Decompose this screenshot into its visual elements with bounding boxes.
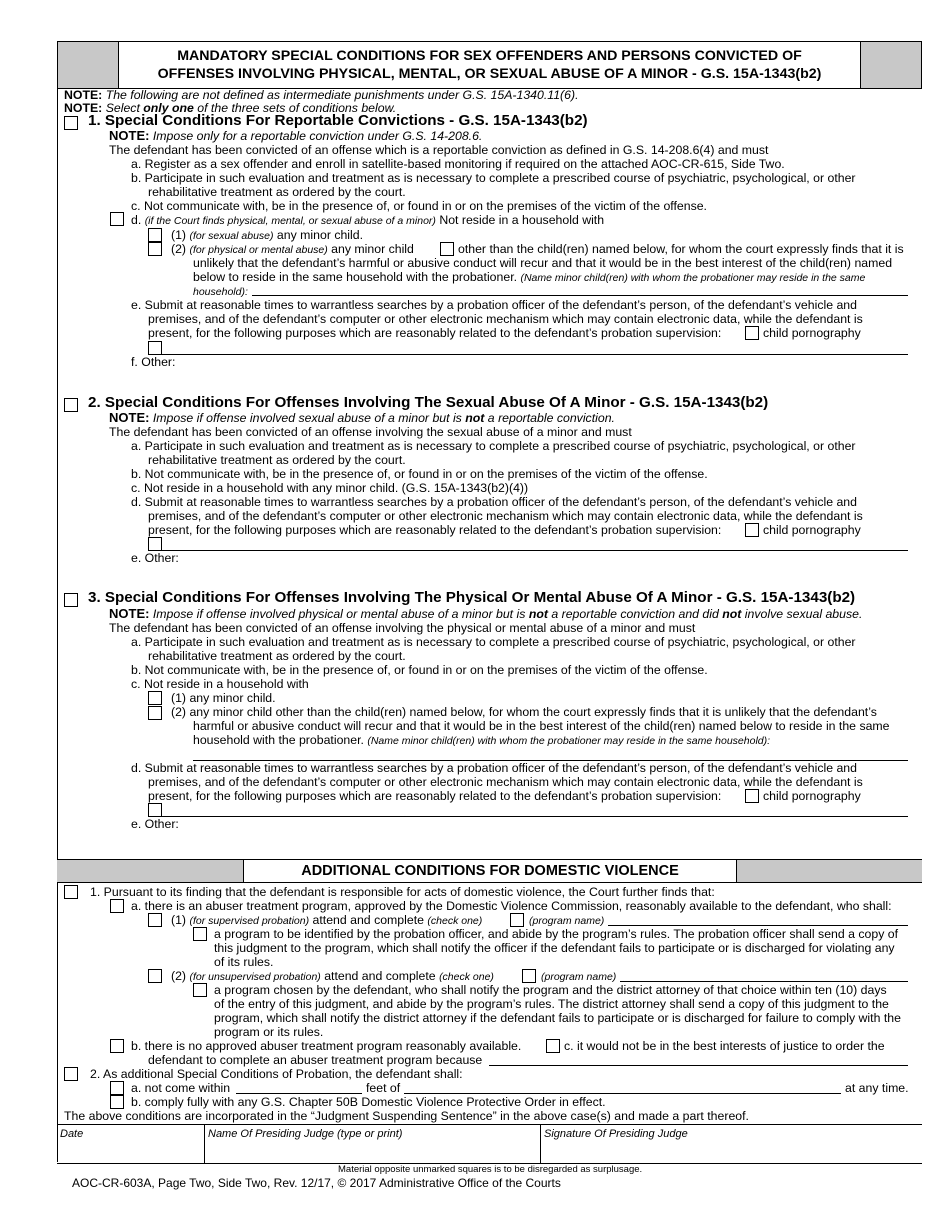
header-banner (57, 41, 922, 89)
s1-d2-line3: below to reside in the same household with the probationer. (Name minor child(ren) with whom the probationer may reside in the same (193, 270, 866, 284)
dv-2b-checkbox[interactable] (110, 1095, 124, 1109)
s3-c1-checkbox[interactable] (148, 691, 162, 705)
dv-2a-end: at any time. (845, 1081, 909, 1095)
s3-cp-checkbox[interactable] (745, 789, 759, 803)
s3-note: NOTE: Impose if offense involved physical or mental abuse of a minor but is not a reportable conviction and did not involve sexual abuse. (109, 606, 863, 621)
dv-a2-option-line1: a program chosen by the defendant, who shall notify the program and the district attorney of that choice within ten (10) days (214, 983, 887, 997)
dv-item-2: 2. As additional Special Conditions of Probation, the defendant shall: (90, 1067, 463, 1081)
page-title (118, 42, 861, 88)
dv-a2-checkbox[interactable] (148, 969, 162, 983)
dv-a1-option-line2: this judgment to the program, which shall notify the officer if the defendant fails to participate or is discharged for violating any (214, 941, 895, 955)
left-border (57, 87, 58, 1162)
dv-item-a: a. there is an abuser treatment program, approved by the Domestic Violence Commission, reasonably available to the defendant, who shall: (131, 899, 892, 913)
section-2-checkbox[interactable] (64, 398, 78, 412)
section-1-checkbox[interactable] (64, 116, 78, 130)
dv-2a-distance-field[interactable] (236, 1093, 362, 1094)
s3-item-d: d. Submit at reasonable times to warrantless searches by a probation officer of the defendant’s person, of the defendant’s vehicle and (131, 761, 857, 775)
dv-a2-program-checkbox[interactable] (522, 969, 536, 983)
s1-item-c: c. Not communicate with, be in the presence of, or found in or on the premises of the victim of the offense. (131, 199, 707, 213)
s1-item-e: e. Submit at reasonable times to warrantless searches by a probation officer of the defendant’s person, of the defendant’s vehicle and (131, 298, 857, 312)
s1-item-d2: (2) (for physical or mental abuse) any minor child (171, 242, 414, 256)
s1-cp-checkbox[interactable] (745, 326, 759, 340)
section-3-heading: 3. Special Conditions For Offenses Involving The Physical Or Mental Abuse Of A Minor - G.S. 15A-1343(b2) (88, 589, 856, 606)
s1-item-d1: (1) (for sexual abuse) any minor child. (171, 228, 364, 242)
dv-a2-chosen-checkbox[interactable] (193, 983, 207, 997)
s3-item-c: c. Not reside in a household with (131, 677, 309, 691)
date-field[interactable] (57, 1125, 205, 1163)
dv-item-a1: (1) (for supervised probation) attend and complete (check one) (171, 913, 483, 927)
s3-item-a: a. Participate in such evaluation and treatment as is necessary to complete a prescribed course of psychiatric, psychological, or other (131, 635, 856, 649)
s3-item-d-cont: premises, and of the defendant’s computer or other electronic mechanism which may contain electronic data, while the defendant is (148, 775, 863, 789)
note-1: NOTE: The following are not defined as intermediate punishments under G.S. 15A-1340.11(6). (64, 88, 579, 102)
dv-title: ADDITIONAL CONDITIONS FOR DOMESTIC VIOLENCE (243, 860, 737, 882)
s2-item-a: a. Participate in such evaluation and treatment as is necessary to complete a prescribed course of psychiatric, psychological, or other (131, 439, 856, 453)
s2-item-d-cont2: present, for the following purposes which are reasonably related to the defendant’s probation supervision: (148, 523, 722, 537)
s1-d2-line2: unlikely that the defendant’s harmful or abusive conduct will recur and that it would be in the best interest of the child(ren) named (193, 256, 893, 270)
form-header (57, 41, 922, 89)
dv-c-checkbox[interactable] (546, 1039, 560, 1053)
s1-item-other: f. Other: (131, 355, 176, 369)
dv-item-c-cont: defendant to complete an abuser treatment program because (148, 1053, 483, 1067)
s2-cp-label: child pornography (763, 523, 861, 537)
s1-purpose-field[interactable] (162, 354, 908, 355)
dv-b-checkbox[interactable] (110, 1039, 124, 1053)
s2-item-b: b. Not communicate with, be in the presence of, or found in or on the premises of the victim of the offense. (131, 467, 708, 481)
s1-d2-other-checkbox[interactable] (440, 242, 454, 256)
s3-purpose-field[interactable] (162, 816, 908, 817)
s3-item-c2: (2) any minor child other than the child(ren) named below, for whom the court expressly finds that it is unlikely that the defendant’s (171, 705, 877, 719)
s1-item-b: b. Participate in such evaluation and treatment as is necessary to complete a prescribed course of psychiatric, psychological, or other (131, 171, 856, 185)
signature-row (57, 1124, 922, 1164)
judge-signature-label: Signature Of Presiding Judge (544, 1128, 688, 1140)
dv-a1-checkbox[interactable] (148, 913, 162, 927)
dv-a-checkbox[interactable] (110, 899, 124, 913)
section-3-checkbox[interactable] (64, 593, 78, 607)
incorporation-statement: The above conditions are incorporated in the “Judgment Suspending Sentence” in the above case(s) and made a part thereof. (64, 1109, 749, 1123)
surplusage-note: Material opposite unmarked squares is to be disregarded as surplusage. (338, 1164, 643, 1175)
s2-purpose-field[interactable] (162, 550, 908, 551)
s3-item-d-cont2: present, for the following purposes which are reasonably related to the defendant’s probation supervision: (148, 789, 722, 803)
dv-item-2b: b. comply fully with any G.S. Chapter 50B Domestic Violence Protective Order in effect. (131, 1095, 606, 1109)
date-label: Date (60, 1128, 84, 1140)
dv-a2-option-line2: of the entry of this judgment, and abide by the program’s rules. The district attorney shall send a copy of this judgment to the (214, 997, 889, 1011)
s2-cp-checkbox[interactable] (745, 523, 759, 537)
dv-item-1: 1. Pursuant to its finding that the defendant is responsible for acts of domestic violence, the Court further finds that: (90, 885, 715, 899)
judge-name-field[interactable] (205, 1125, 541, 1163)
s1-item-e-cont2: present, for the following purposes which are reasonably related to the defendant’s probation supervision: (148, 326, 722, 340)
s1-note: NOTE: Impose only for a reportable conviction under G.S. 14-208.6. (109, 128, 483, 143)
s1-d2-rest: other than the child(ren) named below, for whom the court expressly finds that it is (458, 242, 904, 256)
s1-d2-line4: household): (193, 286, 248, 298)
s1-intro: The defendant has been convicted of an offense which is a reportable conviction as defined in G.S. 14-208.6(4) and must (109, 143, 769, 157)
title-line-1: MANDATORY SPECIAL CONDITIONS FOR SEX OFFENDERS AND PERSONS CONVICTED OF (177, 48, 802, 64)
dv-a1-officer-checkbox[interactable] (193, 927, 207, 941)
s3-cp-label: child pornography (763, 789, 861, 803)
dv-a1-program-field[interactable] (608, 925, 908, 926)
s1-child-names-field[interactable] (252, 295, 908, 296)
dv-a1-option-line1: a program to be identified by the probation officer, and abide by the program’s rules. The probation officer shall send a copy of (214, 927, 899, 941)
dv-a1-program-label: (program name) (529, 915, 605, 927)
dv-2-checkbox[interactable] (64, 1067, 78, 1081)
dv-a2-option-line4: program or its rules. (214, 1025, 324, 1039)
s2-item-c: c. Not reside in a household with any minor child. (G.S. 15A-1343(b2)(4)) (131, 481, 529, 495)
title-line-2: OFFENSES INVOLVING PHYSICAL, MENTAL, OR SEXUAL ABUSE OF A MINOR - G.S. 15A-1343(b2) (157, 66, 822, 82)
dv-banner (57, 859, 922, 883)
s1-d2-checkbox[interactable] (148, 242, 162, 256)
judge-signature-field[interactable] (541, 1125, 922, 1163)
s1-item-e-cont: premises, and of the defendant’s computer or other electronic mechanism which may contain electronic data, while the defendant is (148, 312, 863, 326)
s3-c2-checkbox[interactable] (148, 706, 162, 720)
s3-c2-line3: household with the probationer. (Name minor child(ren) with whom the probationer may reside in the same household): (193, 733, 771, 747)
s1-item-b-cont: rehabilitative treatment as ordered by the court. (148, 185, 406, 199)
judge-name-label: Name Of Presiding Judge (type or print) (208, 1128, 403, 1140)
dv-item-c: c. it would not be in the best interests of justice to order the (564, 1039, 885, 1053)
dv-item-2a: a. not come within (131, 1081, 231, 1095)
s2-item-d: d. Submit at reasonable times to warrantless searches by a probation officer of the defendant’s person, of the defendant’s vehicle and (131, 495, 857, 509)
dv-2a-feet-label: feet of (366, 1081, 401, 1095)
dv-2a-person-field[interactable] (404, 1093, 841, 1094)
s3-item-b: b. Not communicate with, be in the presence of, or found in or on the premises of the victim of the offense. (131, 663, 708, 677)
s1-purpose-checkbox[interactable] (148, 341, 162, 355)
s1-d-checkbox[interactable] (110, 212, 124, 226)
dv-item-a2: (2) (for unsupervised probation) attend and complete (check one) (171, 969, 494, 983)
s2-note: NOTE: Impose if offense involved sexual abuse of a minor but is not a reportable conviction. (109, 410, 615, 425)
dv-item-b: b. there is no approved abuser treatment program reasonably available. (131, 1039, 522, 1053)
dv-a2-program-field[interactable] (620, 981, 908, 982)
dv-a1-program-checkbox[interactable] (510, 913, 524, 927)
s2-item-d-cont: premises, and of the defendant’s computer or other electronic mechanism which may contain electronic data, while the defendant is (148, 509, 863, 523)
s3-item-other: e. Other: (131, 817, 179, 831)
s2-purpose-checkbox[interactable] (148, 537, 162, 551)
section-1-heading: 1. Special Conditions For Reportable Convictions - G.S. 15A-1343(b2) (88, 112, 588, 129)
s2-item-a-cont: rehabilitative treatment as ordered by the court. (148, 453, 406, 467)
s3-c2-line2: harmful or abusive conduct will recur and that it would be in the best interest of the child(ren) named below to reside in the same (193, 719, 890, 733)
dv-a2-option-line3: program, which shall notify the district attorney if the defendant fails to participate or is discharged for failure to comply with the (214, 1011, 901, 1025)
s1-cp-label: child pornography (763, 326, 861, 340)
s3-item-c1: (1) any minor child. (171, 691, 276, 705)
section-2-heading: 2. Special Conditions For Offenses Involving The Sexual Abuse Of A Minor - G.S. 15A-1343(b2) (88, 394, 769, 411)
dv-a1-option-line3: of its rules. (214, 955, 274, 969)
s3-intro: The defendant has been convicted of an offense involving the physical or mental abuse of a minor and must (109, 621, 696, 635)
dv-2a-checkbox[interactable] (110, 1081, 124, 1095)
s1-item-d: d. (if the Court finds physical, mental, or sexual abuse of a minor) Not reside in a household with (131, 213, 605, 227)
dv-c-reason-field[interactable] (489, 1065, 908, 1066)
s2-item-other: e. Other: (131, 551, 179, 565)
dv-a2-program-label: (program name) (541, 971, 617, 983)
s2-intro: The defendant has been convicted of an offense involving the sexual abuse of a minor and must (109, 425, 632, 439)
s3-purpose-checkbox[interactable] (148, 803, 162, 817)
note-2: NOTE: Select only one of the three sets of conditions below. (64, 101, 397, 115)
dv-1-checkbox[interactable] (64, 885, 78, 899)
s3-item-a-cont: rehabilitative treatment as ordered by the court. (148, 649, 406, 663)
s1-d1-checkbox[interactable] (148, 228, 162, 242)
form-id: AOC-CR-603A, Page Two, Side Two, Rev. 12/17, © 2017 Administrative Office of the Courts (72, 1176, 561, 1190)
s1-item-a: a. Register as a sex offender and enroll in satellite-based monitoring if required on the attached AOC-CR-615, Side Two. (131, 157, 785, 171)
